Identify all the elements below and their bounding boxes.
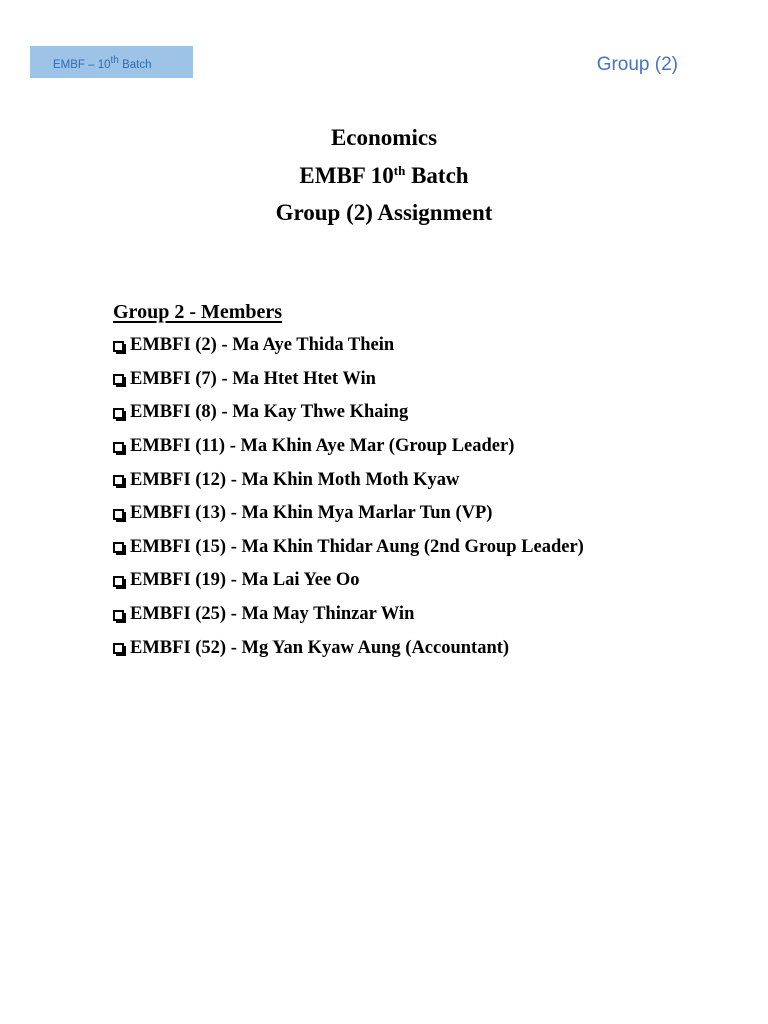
- member-item: [113, 631, 584, 665]
- checkbox-bullet-icon: [113, 509, 124, 520]
- member-name: EMBFI (8) - Ma Kay Thwe Khaing: [130, 402, 409, 423]
- checkbox-bullet-icon: [113, 576, 124, 587]
- header-batch-badge: [30, 46, 193, 78]
- checkbox-bullet-icon: [113, 643, 124, 654]
- member-name: EMBFI (2) - Ma Aye Thida Thein: [130, 335, 395, 356]
- members-heading: Group 2 - Members: [113, 301, 283, 323]
- badge-text-superscript: th: [110, 55, 119, 66]
- checkbox-bullet-icon: [113, 374, 124, 385]
- member-name: EMBFI (11) - Ma Khin Aye Mar (Group Leader): [130, 436, 515, 457]
- title-batch: [0, 157, 768, 195]
- member-item: [113, 497, 584, 531]
- member-item: [113, 363, 584, 397]
- checkbox-bullet-icon: [113, 475, 124, 486]
- title-batch-superscript: th: [393, 162, 406, 178]
- badge-text-prefix: EMBF – 10: [53, 59, 111, 71]
- member-item: [113, 564, 584, 598]
- header-group-label: Group (2): [596, 54, 678, 75]
- title-subject: Economics: [330, 125, 438, 150]
- member-name: EMBFI (7) - Ma Htet Htet Win: [130, 368, 376, 389]
- member-name: EMBFI (19) - Ma Lai Yee Oo: [130, 570, 360, 591]
- member-item: [113, 463, 584, 497]
- document-title: [0, 119, 768, 232]
- checkbox-bullet-icon: [113, 341, 124, 352]
- badge-text-suffix: Batch: [118, 59, 152, 71]
- member-item: [113, 598, 584, 632]
- member-name: EMBFI (13) - Ma Khin Mya Marlar Tun (VP): [130, 503, 493, 524]
- title-assignment: Group (2) Assignment: [275, 200, 493, 225]
- member-list: [113, 329, 584, 665]
- title-batch-suffix: Batch: [405, 162, 469, 188]
- member-name: EMBFI (52) - Mg Yan Kyaw Aung (Accountant): [130, 637, 510, 658]
- members-section: [113, 299, 584, 665]
- checkbox-bullet-icon: [113, 442, 124, 453]
- member-item: [113, 430, 584, 464]
- member-name: EMBFI (15) - Ma Khin Thidar Aung (2nd Group Leader): [130, 536, 584, 557]
- title-batch-prefix: EMBF 10: [299, 162, 394, 188]
- member-name: EMBFI (25) - Ma May Thinzar Win: [130, 604, 415, 625]
- checkbox-bullet-icon: [113, 408, 124, 419]
- checkbox-bullet-icon: [113, 610, 124, 621]
- member-name: EMBFI (12) - Ma Khin Moth Moth Kyaw: [130, 469, 460, 490]
- checkbox-bullet-icon: [113, 542, 124, 553]
- member-item: [113, 329, 584, 363]
- member-item: [113, 396, 584, 430]
- member-item: [113, 531, 584, 565]
